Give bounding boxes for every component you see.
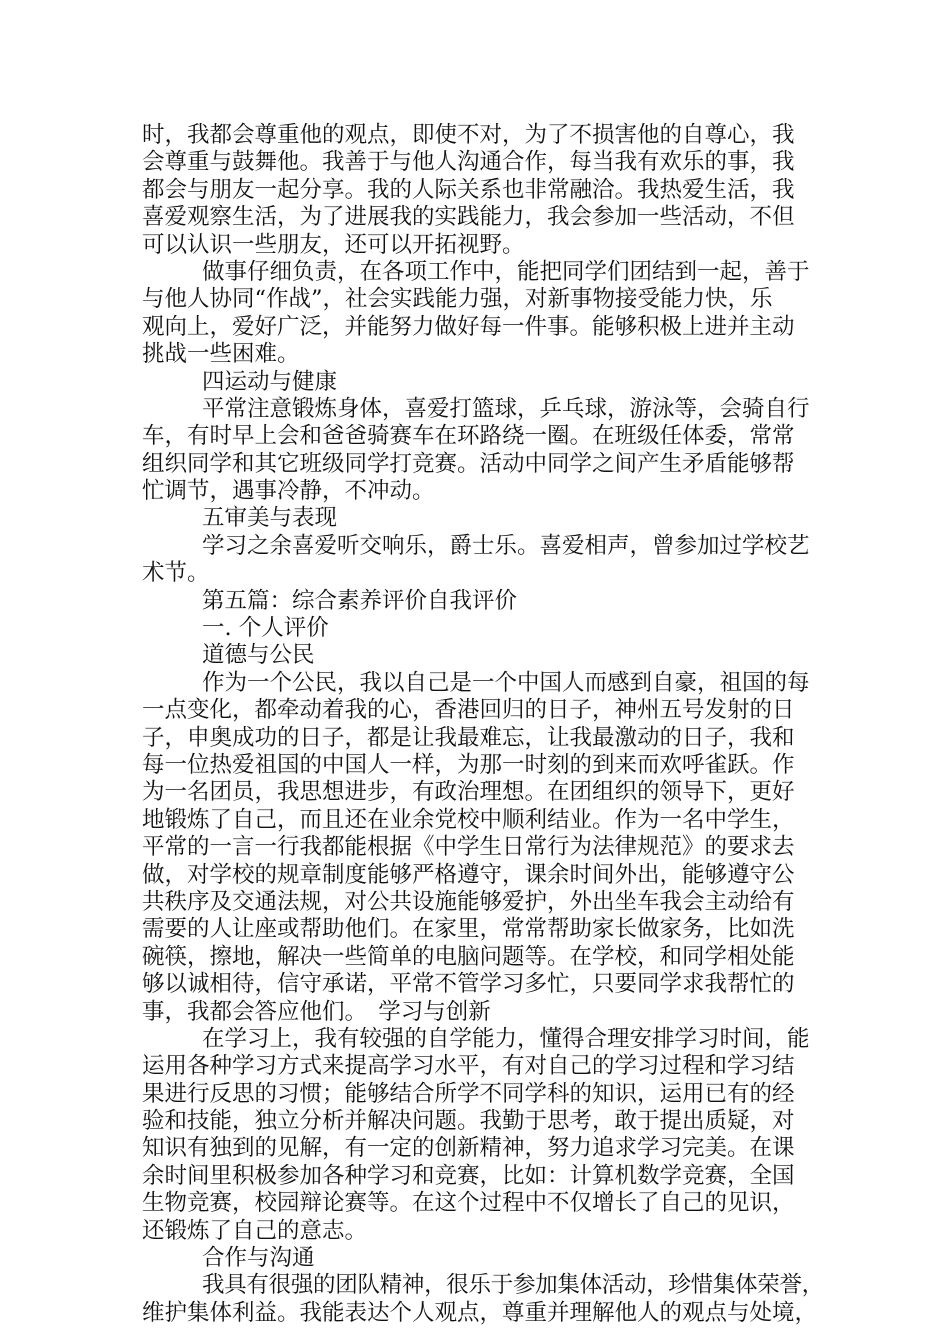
text-line: 维护集体利益。我能表达个人观点，尊重并理解他人的观点与处境， — [142, 1299, 818, 1326]
text-line: 共秩序及交通法规，对公共设施能够爱护，外出坐车我会主动给有 — [142, 888, 795, 915]
text-line: 够以诚相待，信守承诺，平常不管学习多忙，只要同学求我帮忙的 — [142, 971, 795, 998]
document-page — [142, 122, 824, 1327]
text-line: 验和技能，独立分析并解决问题。我勤于思考，敢于提出质疑，对 — [142, 1108, 795, 1135]
text-line: 四运动与健康 — [202, 368, 338, 395]
text-line: 挑战一些困难。 — [142, 341, 300, 368]
text-line: 车，有时早上会和爸爸骑赛车在环路绕一圈。在班级任体委，常常 — [142, 423, 795, 450]
text-line: 观向上，爱好广泛，并能努力做好每一件事。能够积极上进并主动 — [142, 313, 795, 340]
text-line: 道德与公民 — [202, 642, 315, 669]
text-line: 第五篇：综合素养评价自我评价 — [202, 587, 518, 614]
text-line: 在学习上，我有较强的自学能力，懂得合理安排学习时间，能 — [202, 1025, 810, 1052]
text-line: 每一位热爱祖国的中国人一样，为那一时刻的到来而欢呼雀跃。作 — [142, 751, 795, 778]
text-line: 术节。 — [142, 560, 210, 587]
text-line: 合作与沟通 — [202, 1245, 315, 1272]
text-line: 与他人协同“作战”，社会实践能力强，对新事物接受能力快，乐 — [142, 286, 773, 313]
text-line: 地锻炼了自己，而且还在业余党校中顺利结业。作为一名中学生， — [142, 806, 795, 833]
text-line: 做事仔细负责，在各项工作中，能把同学们团结到一起，善于 — [202, 258, 810, 285]
text-line: 时，我都会尊重他的观点，即使不对，为了不损害他的自尊心，我 — [142, 122, 795, 148]
text-line: 一. 个人评价 — [202, 615, 329, 642]
text-line: 五审美与表现 — [202, 505, 338, 532]
text-line: 知识有独到的见解，有一定的创新精神，努力追求学习完美。在课 — [142, 1135, 795, 1162]
text-line: 一点变化，都牵动着我的心，香港回归的日子，神州五号发射的日 — [142, 697, 795, 724]
text-line: 还锻炼了自己的意志。 — [142, 1217, 368, 1244]
text-line: 需要的人让座或帮助他们。在家里，常常帮助家长做家务，比如洗 — [142, 916, 795, 943]
text-line: 我具有很强的团队精神，很乐于参加集体活动，珍惜集体荣誉， — [202, 1272, 824, 1299]
text-line: 喜爱观察生活，为了进展我的实践能力，我会参加一些活动，不但 — [142, 204, 795, 231]
text-line: 忙调节，遇事冷静，不冲动。 — [142, 478, 435, 505]
text-line: 子，申奥成功的日子，都是让我最难忘，让我最激动的日子，我和 — [142, 724, 795, 751]
text-line: 会尊重与鼓舞他。我善于与他人沟通合作，每当我有欢乐的事，我 — [142, 149, 795, 176]
text-line: 碗筷，擦地，解决一些简单的电脑问题等。在学校，和同学相处能 — [142, 943, 795, 970]
text-line: 组织同学和其它班级同学打竞赛。活动中同学之间产生矛盾能够帮 — [142, 450, 795, 477]
text-line: 余时间里积极参加各种学习和竞赛，比如：计算机数学竞赛，全国 — [142, 1162, 795, 1189]
text-line: 事，我都会答应他们。 学习与创新 — [142, 998, 491, 1025]
text-line: 平常注意锻炼身体，喜爱打篮球，乒乓球，游泳等，会骑自行 — [202, 395, 810, 422]
text-line: 学习之余喜爱听交响乐，爵士乐。喜爱相声，曾参加过学校艺 — [202, 532, 810, 559]
text-line: 为一名团员，我思想进步，有政治理想。在团组织的领导下，更好 — [142, 779, 795, 806]
text-line: 平常的一言一行我都能根据《中学生日常行为法律规范》的要求去 — [142, 834, 795, 861]
text-line: 可以认识一些朋友，还可以开拓视野。 — [142, 231, 525, 258]
text-line: 做，对学校的规章制度能够严格遵守，课余时间外出，能够遵守公 — [142, 861, 795, 888]
text-line: 运用各种学习方式来提高学习水平，有对自己的学习过程和学习结 — [142, 1053, 795, 1080]
text-line: 生物竞赛，校园辩论赛等。在这个过程中不仅增长了自己的见识， — [142, 1190, 795, 1217]
text-line: 作为一个公民，我以自己是一个中国人而感到自豪，祖国的每 — [202, 669, 810, 696]
text-line: 都会与朋友一起分享。我的人际关系也非常融洽。我热爱生活，我 — [142, 176, 795, 203]
text-line: 果进行反思的习惯；能够结合所学不同学科的知识，运用已有的经 — [142, 1080, 795, 1107]
